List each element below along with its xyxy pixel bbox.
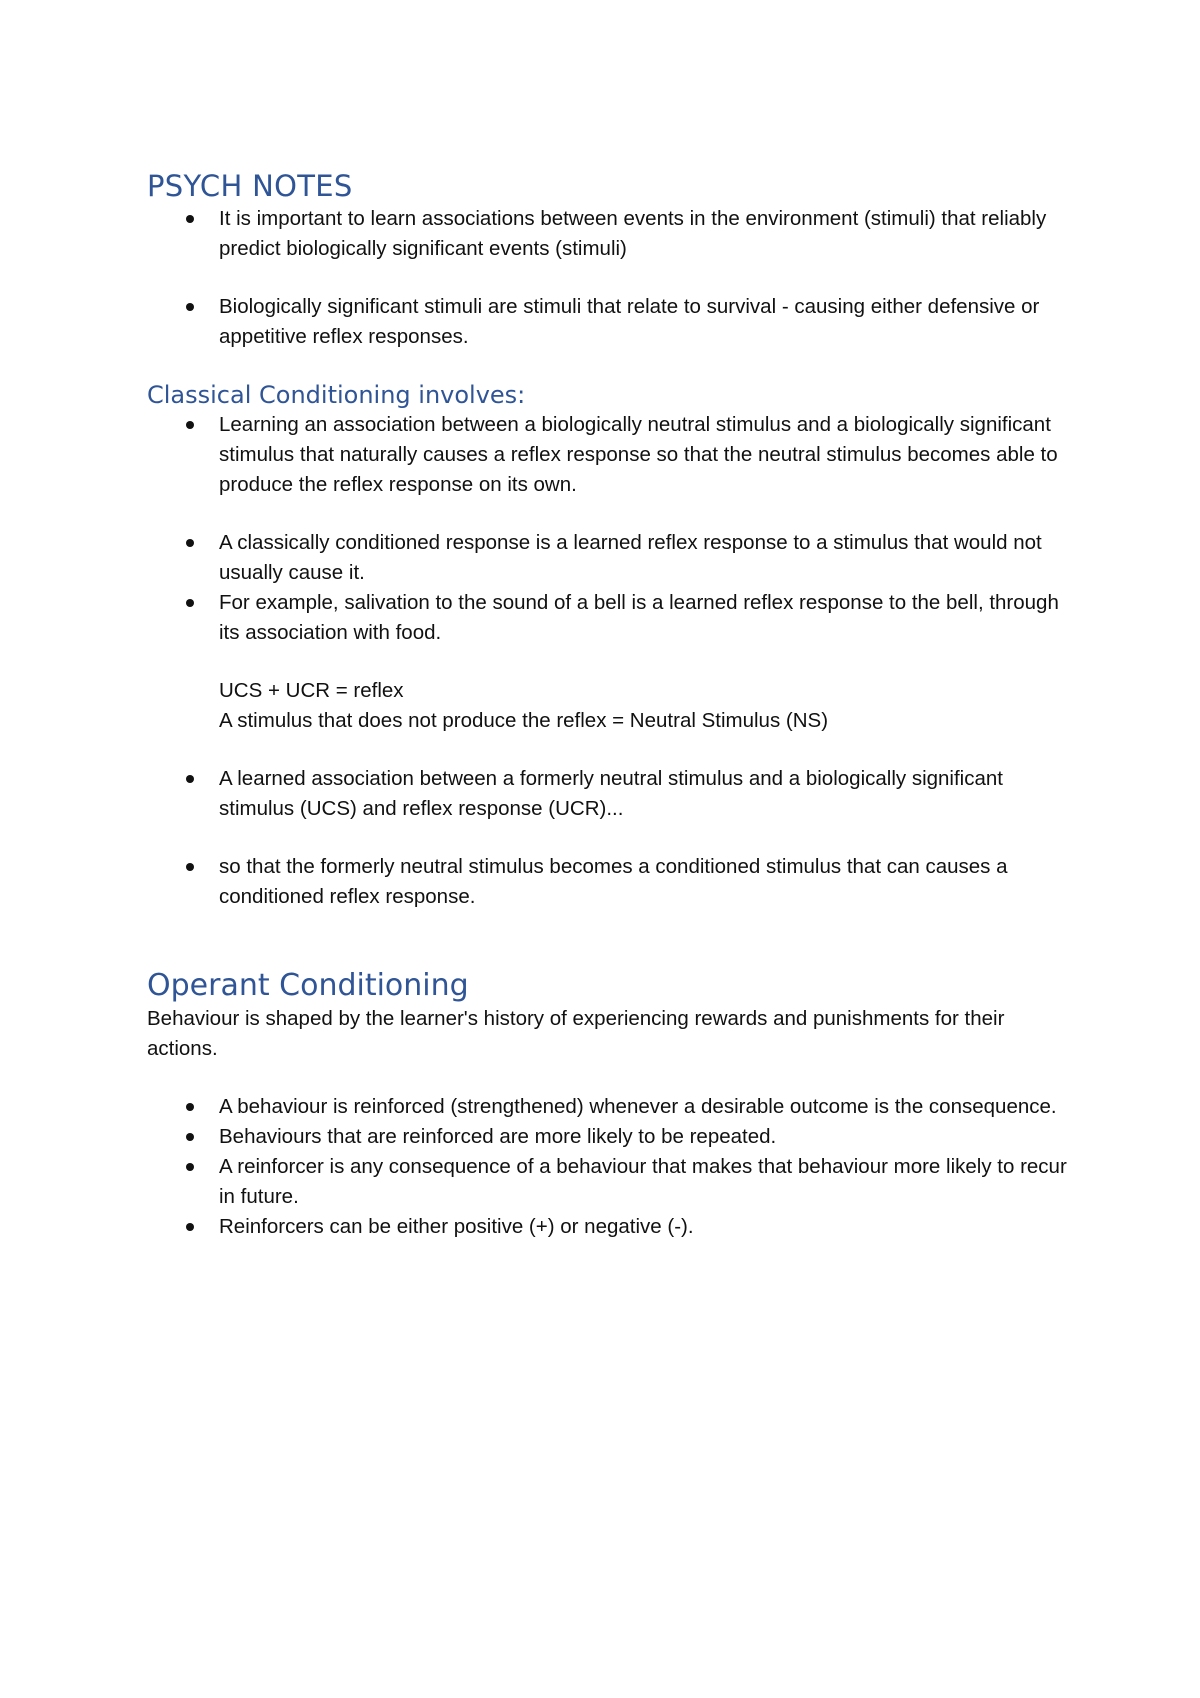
document-body bbox=[147, 168, 1077, 1242]
operant-intro: Behaviour is shaped by the learner's history of experiencing rewards and punishments for their actions. bbox=[147, 1007, 1005, 1060]
list-item-text: Biologically significant stimuli are stimuli that relate to survival - causing either defensive or appetitive reflex responses. bbox=[219, 295, 1040, 348]
list-item bbox=[147, 410, 1077, 500]
formula-line: UCS + UCR = reflex bbox=[219, 679, 404, 702]
list-item bbox=[147, 528, 1077, 588]
list-item-text: Reinforcers can be either positive (+) or negative (-). bbox=[219, 1215, 694, 1238]
list-item bbox=[147, 292, 1077, 352]
list-item-text: A classically conditioned response is a learned reflex response to a stimulus that would not usually cause it. bbox=[219, 531, 1042, 584]
list-item bbox=[147, 1212, 1077, 1242]
list-item-text: A reinforcer is any consequence of a behaviour that makes that behaviour more likely to recur in future. bbox=[219, 1155, 1067, 1208]
classical-list-4 bbox=[147, 852, 1077, 912]
list-item bbox=[147, 1122, 1077, 1152]
bullet-icon bbox=[186, 863, 194, 871]
list-item-text: It is important to learn associations between events in the environment (stimuli) that reliably predict biologically significant events (stimuli) bbox=[219, 207, 1047, 260]
list-item-text: Behaviours that are reinforced are more likely to be repeated. bbox=[219, 1125, 777, 1148]
bullet-icon bbox=[186, 1103, 194, 1111]
bullet-icon bbox=[186, 1223, 194, 1231]
operant-heading: Operant Conditioning bbox=[147, 968, 469, 1003]
bullet-icon bbox=[186, 1133, 194, 1141]
list-item-text: so that the formerly neutral stimulus becomes a conditioned stimulus that can causes a conditioned reflex response. bbox=[219, 855, 1008, 908]
classical-list bbox=[147, 410, 1077, 500]
bullet-icon bbox=[186, 1163, 194, 1171]
list-item bbox=[147, 588, 1077, 648]
list-item bbox=[147, 852, 1077, 912]
list-item bbox=[147, 1092, 1077, 1122]
list-item bbox=[147, 1152, 1077, 1212]
list-item-text: For example, salivation to the sound of a bell is a learned reflex response to the bell, through its association with food. bbox=[219, 591, 1059, 644]
classical-list-2 bbox=[147, 528, 1077, 648]
operant-list bbox=[147, 1092, 1077, 1242]
bullet-icon bbox=[186, 303, 194, 311]
page-title: PSYCH NOTES bbox=[147, 169, 353, 203]
list-item bbox=[147, 204, 1077, 264]
bullet-icon bbox=[186, 539, 194, 547]
intro-list-2 bbox=[147, 292, 1077, 352]
neutral-stimulus-definition: A stimulus that does not produce the reflex = Neutral Stimulus (NS) bbox=[219, 709, 829, 732]
list-item-text: A behaviour is reinforced (strengthened) whenever a desirable outcome is the consequence. bbox=[219, 1095, 1057, 1118]
bullet-icon bbox=[186, 421, 194, 429]
bullet-icon bbox=[186, 599, 194, 607]
list-item bbox=[147, 764, 1077, 824]
list-item-text: Learning an association between a biologically neutral stimulus and a biologically significant stimulus that naturally causes a reflex response so that the neutral stimulus becomes able to produce the reflex response on its own. bbox=[219, 413, 1058, 496]
bullet-icon bbox=[186, 215, 194, 223]
bullet-icon bbox=[186, 775, 194, 783]
classical-list-3 bbox=[147, 764, 1077, 824]
list-item-text: A learned association between a formerly neutral stimulus and a biologically significant stimulus (UCS) and reflex response (UCR)... bbox=[219, 767, 1003, 820]
intro-list bbox=[147, 204, 1077, 264]
classical-heading: Classical Conditioning involves: bbox=[147, 381, 526, 409]
